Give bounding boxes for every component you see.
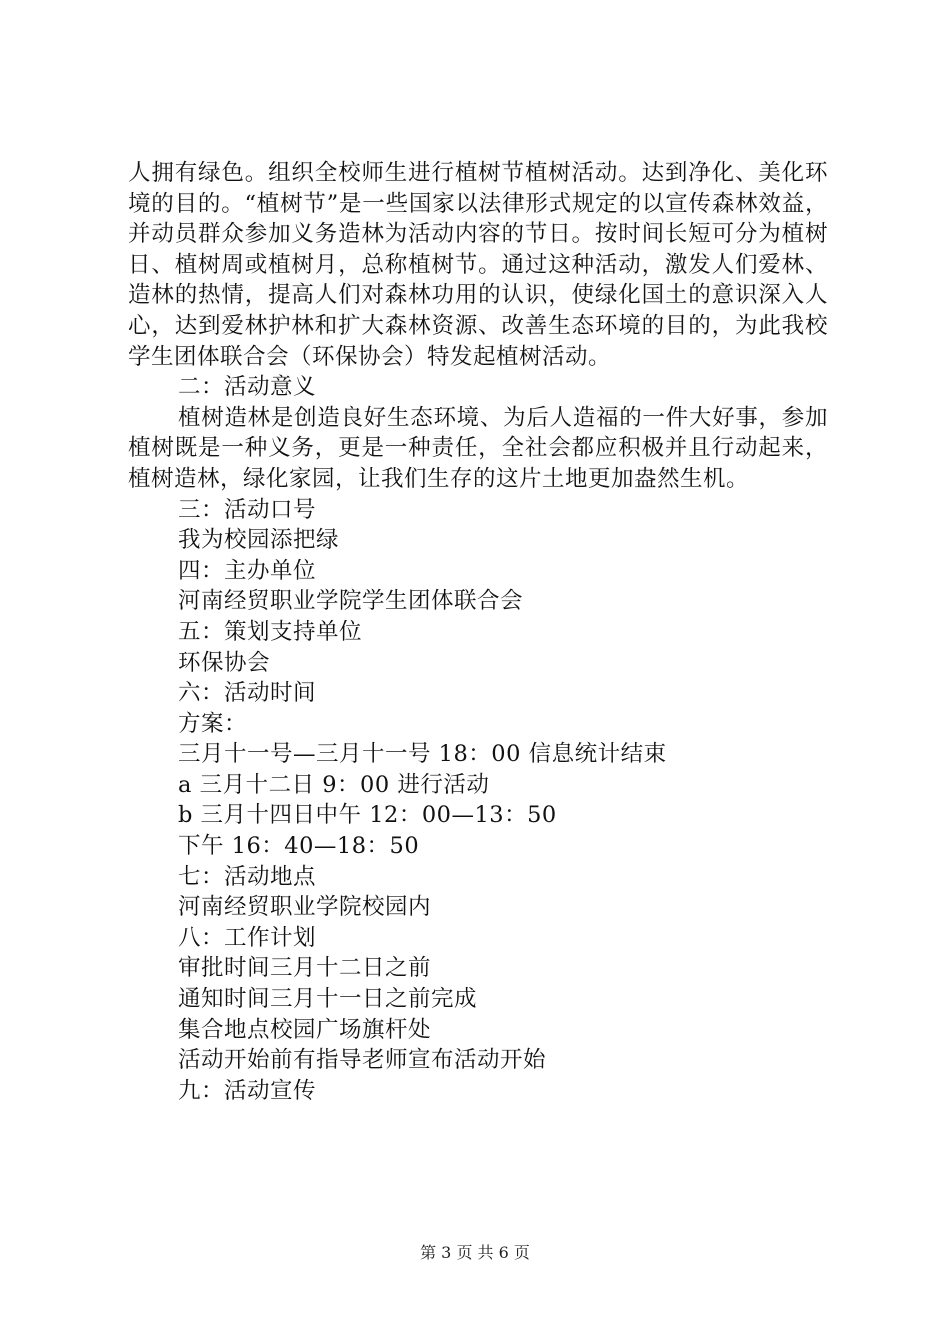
text-line: 四：主办单位 — [178, 557, 317, 584]
text-line: a 三月十二日 9：00 进行活动 — [178, 771, 490, 798]
text-line: 我为校园添把绿 — [178, 527, 340, 554]
text-line: 八：工作计划 — [178, 924, 317, 951]
text-line: 河南经贸职业学院校园内 — [178, 894, 432, 921]
text-line: 通知时间三月十一日之前完成 — [178, 986, 478, 1013]
text-line: 七：活动地点 — [178, 863, 317, 890]
text-line: 六：活动时间 — [178, 680, 317, 707]
text-line: 环保协会 — [178, 649, 271, 676]
text-line: 五：策划支持单位 — [178, 618, 363, 645]
text-line: 三月十一号—三月十一号 18：00 信息统计结束 — [178, 741, 667, 768]
document-body — [128, 158, 828, 1106]
section-heading: 二：活动意义 — [178, 374, 317, 401]
text-line: 方案： — [178, 710, 248, 737]
text-line: 活动开始前有指导老师宣布活动开始 — [178, 1047, 547, 1074]
text-line: 审批时间三月十二日之前 — [178, 955, 432, 982]
page-footer: 第 3 页 共 6 页 — [420, 1243, 530, 1262]
text-line: 下午 16：40—18：50 — [178, 833, 420, 860]
text-line: 集合地点校园广场旗杆处 — [178, 1016, 432, 1043]
text-line: b 三月十四日中午 12：00—13：50 — [178, 802, 557, 829]
text-line: 河南经贸职业学院学生团体联合会 — [178, 588, 524, 615]
section-paragraph: 植树造林是创造良好生态环境、为后人造福的一件大好事，参加植树既是一种义务，更是一种责任，全社会都应积极并且行动起来，植树造林，绿化家园，让我们生存的这片土地更加盎然生机。 — [128, 404, 828, 492]
text-line: 九：活动宣传 — [178, 1077, 317, 1104]
intro-paragraph: 人拥有绿色。组织全校师生进行植树节植树活动。达到净化、美化环境的目的。“植树节”是一些国家以法律形式规定的以宣传森林效益，并动员群众参加义务造林为活动内容的节日。按时间长短可分为植树日、植树周或植树月，总称植树节。通过这种活动，激发人们爱林、造林的热情，提高人们对森林功用的认识，使绿化国土的意识深入人心，达到爱林护林和扩大森林资源、改善生态环境的目的，为此我校学生团体联合会（环保协会）特发起植树活动。 — [128, 160, 828, 370]
text-line: 三：活动口号 — [178, 496, 317, 523]
